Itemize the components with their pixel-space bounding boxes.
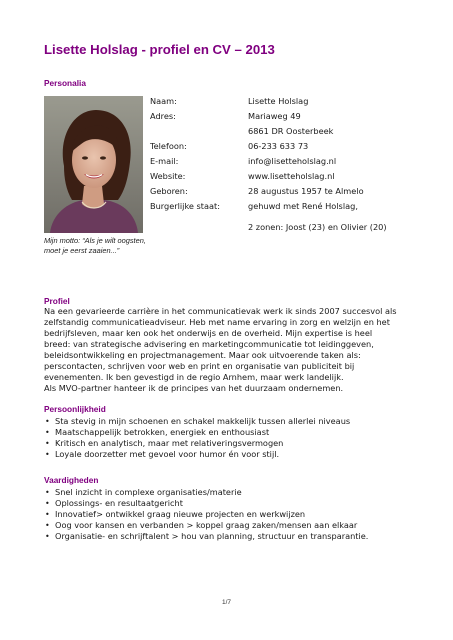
- persoonlijkheid-list: [44, 416, 350, 460]
- list-item: [44, 438, 350, 449]
- list-item-text: Organisatie- en schrijftalent > hou van planning, structuur en transparantie.: [55, 531, 369, 541]
- profiel-text: [44, 306, 414, 394]
- list-item-text: Loyale doorzetter met gevoel voor humor én voor stijl.: [55, 449, 280, 459]
- list-item-text: Sta stevig in mijn schoenen en schakel makkelijk tussen allerlei niveaus: [55, 416, 351, 426]
- postal-code-value: 6861 DR Oosterbeek: [248, 126, 334, 136]
- phone-label: Telefoon:: [150, 141, 187, 151]
- list-item: [44, 416, 350, 427]
- name-label: Naam:: [150, 96, 177, 106]
- bullet-icon: •: [45, 499, 50, 508]
- email-label: E-mail:: [150, 156, 179, 166]
- bullet-icon: •: [45, 521, 50, 530]
- profile-photo: [44, 96, 143, 233]
- profiel-heading: Profiel: [44, 296, 70, 306]
- marital-status-value: gehuwd met René Holslag,: [248, 201, 358, 211]
- list-item-text: Maatschappelijk betrokken, energiek en enthousiast: [55, 427, 270, 437]
- birth-label: Geboren:: [150, 186, 188, 196]
- bullet-icon: •: [45, 417, 50, 426]
- bullet-icon: •: [45, 488, 50, 497]
- list-item-text: Oplossings- en resultaatgericht: [55, 498, 183, 508]
- motto: [44, 236, 174, 256]
- profiel-line: zelfstandig communicatieadviseur. Heb met name ervaring in zorg en welzijn en het: [44, 317, 390, 327]
- list-item: [44, 449, 350, 460]
- motto-line: moet je eerst zaaien...”: [44, 246, 120, 255]
- profiel-line: perscontacten, schrijven voor web en print en organisatie van publiciteit bij: [44, 361, 355, 371]
- address-value: Mariaweg 49: [248, 111, 301, 121]
- bullet-icon: •: [45, 450, 50, 459]
- bullet-icon: •: [45, 510, 50, 519]
- page-number: 1/7: [221, 599, 232, 606]
- profiel-line: beleidsontwikkeling en projectmanagement. Maar ook uitvoerende taken als:: [44, 350, 361, 360]
- profiel-line: Na een gevarieerde carrière in het communicatievak werk ik sinds 2007 succesvol als: [44, 306, 397, 316]
- website-label: Website:: [150, 171, 186, 181]
- list-item-text: Kritisch en analytisch, maar met relativeringsvermogen: [55, 438, 284, 448]
- list-item: [44, 498, 368, 509]
- profiel-line: bedrijfsleven, maar ken ook het onderwijs en de overheid. Mijn expertise is heel: [44, 328, 373, 338]
- profiel-line: Als MVO-partner hanteer ik de principes van het duurzaam ondernemen.: [44, 383, 344, 393]
- personalia-heading: Personalia: [44, 78, 86, 88]
- vaardigheden-list: [44, 487, 368, 542]
- children-value: 2 zonen: Joost (23) en Olivier (20): [248, 222, 387, 232]
- bullet-icon: •: [45, 532, 50, 541]
- list-item: [44, 487, 368, 498]
- list-item: [44, 520, 368, 531]
- bullet-icon: •: [45, 439, 50, 448]
- profiel-line: evenementen. Ik ben gevestigd in de regio Arnhem, maar werk landelijk.: [44, 372, 344, 382]
- phone-value: 06-233 633 73: [248, 141, 309, 151]
- profiel-line: breed: van strategische advisering en marketingcommunicatie tot leidinggeven,: [44, 339, 374, 349]
- address-label: Adres:: [150, 111, 176, 121]
- list-item: [44, 427, 350, 438]
- motto-line: Mijn motto: “Als je wilt oogsten,: [44, 236, 146, 245]
- email-link[interactable]: info@lisetteholslag.nl: [248, 156, 337, 166]
- vaardigheden-heading: Vaardigheden: [44, 475, 99, 485]
- name-value: Lisette Holslag: [248, 96, 309, 106]
- list-item-text: Innovatief> ontwikkel graag nieuwe projecten en werkwijzen: [55, 509, 306, 519]
- persoonlijkheid-heading: Persoonlijkheid: [44, 404, 106, 414]
- list-item-text: Snel inzicht in complexe organisaties/materie: [55, 487, 242, 497]
- marital-status-label: Burgerlijke staat:: [150, 201, 221, 211]
- list-item: [44, 531, 368, 542]
- document-title: Lisette Holslag - profiel en CV – 2013: [44, 42, 275, 57]
- list-item: [44, 509, 368, 520]
- website-link[interactable]: www.lisetteholslag.nl: [248, 171, 335, 181]
- birth-value: 28 augustus 1957 te Almelo: [248, 186, 364, 196]
- bullet-icon: •: [45, 428, 50, 437]
- list-item-text: Oog voor kansen en verbanden > koppel graag zaken/mensen aan elkaar: [55, 520, 358, 530]
